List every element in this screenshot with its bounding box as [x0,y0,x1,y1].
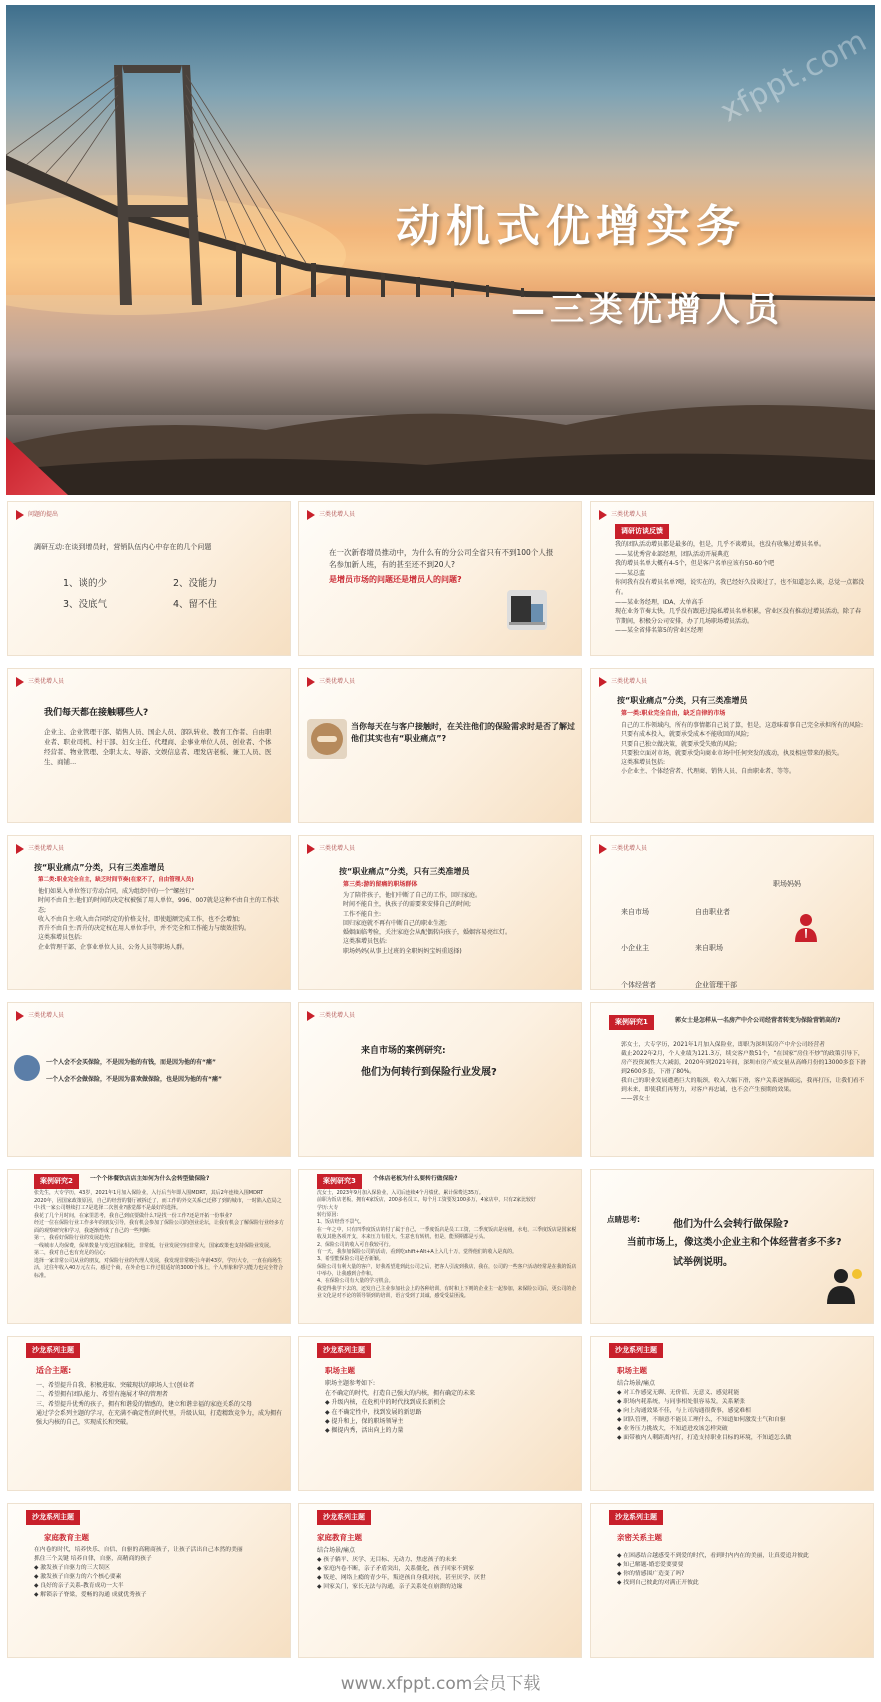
triangle-icon [16,677,24,687]
slide-section: 问题的提出 [28,511,59,519]
slide-title: 按“职业痛点”分类，只有三类准增员 [339,867,470,876]
slide-body: 在不确定的时代，打造自己强大的内核，拥有确定的未来 ◆ 升级内核，在危机中的时代找到成长新机会 ◆ 在不确定性中，找到发展的新思路 ◆ 提升和上，保的职场领导主 ◆ 掘提内秀，活出向上的力量 [325,1390,476,1435]
slide-section: 三类优增人员 [611,511,648,519]
slide-subtitle: 结合场景/痛点 [617,1380,656,1387]
slide-body: 一个人会不会做保险，不是因为喜欢做保险，也是因为他的有“痛” [46,1076,222,1083]
slide-title: 来自市场的案例研究: [361,1046,446,1056]
slide-section: 三类优增人员 [319,511,356,519]
slide-tag: 沙龙系列主题 [317,1510,371,1525]
slide-body: 在内卷的时代，培养快乐、自信、自驱的高精商孩子，让孩子活出自己本然的美丽 抓住三个关键 培养自律，自驱，高精商的孩子 ◆ 激发孩子自驱力的三大误区 ◆ 激发孩子自驱力的六个核心要素 ◆ 良好的亲子关系-教育成功一大半 ◆ 解锁亲子脊梁，爱畅的沟通 成就优秀孩子 [34,1547,243,1598]
category-item: 来自职场 [695,944,723,953]
slide-section: 三类优增人员 [319,845,356,853]
slide-title: 我们每天都在接触哪些人? [44,708,149,718]
slide-title: 亲密关系主题 [617,1533,662,1542]
slide-thumb[interactable] [7,835,291,990]
slide-section: 三类优增人员 [611,845,648,853]
thinking-figure-icon [819,1266,863,1304]
slide-body: 一、希望提升自我、积极进取、突破现状的职场人士(创业者 二、希望拥有团队能力、希望有施展才华的管理者 三、希望提升优秀的孩子，拥有和谐爱的情感的，建立和谐幸福的家庭关系的父母 通过学会系列主题的学习，在充满不确定性的时代里，升级认知，打造精致竞争力，成为拥有强大内核的自己，实现成长和突破。 [36,1382,283,1427]
triangle-icon [16,510,24,520]
slide-thumb[interactable] [7,501,291,656]
slide-body: 张先生，大专学历，43岁，2021年1月加入保险业，入行后当年即入围MDRT，其后2年连续入围MDRT 2020年，因国家政策原因，自己的经营的餐厅被拆迁了，而工作的外交关系已迁移了到的城市，一时陷入危局之中:找一家公司继续打工?是选择二次创业?感觉都不是最好的选择。 我花了几个月时间，在家里思考，我自己到底要做什么?是找一份工作?还是开拓一份事业? 经过一位在保险行业工作多年的朋友引导，我有机会参加了保险公司的创业论坛，让我有机会了解保险行业经多方面的观察研究和学习，我逐渐形成了自己的一些判断: 第一，我看好保险行业的发展趋势; 一线城市人均保费，保单数量与发达国家相比，非常低，行业发展空间非常大，国家政策也支持保险业发展。 第二，我对自己也有充足的信心; 选择一家非常公司从业的朋友，对保险行业的代理人发展，我发现非常吸引:年龄43岁，学历大专，一直在商场生活，过往年收入40万元左右，感过个商，在外企也工作过很适好的3000个体上，个人形象和学习能力也完全符合标准。 [34,1190,285,1279]
slide-thumb[interactable] [298,1503,582,1658]
slide-tag: 沙龙系列主题 [26,1510,80,1525]
slide-thumb[interactable] [7,668,291,823]
slide-body: 为了陪伴孩子，他们中断了自己的工作，回归家庭。 时间不能自主，执孩子的需要来安排自己的时间; 工作不能自主: 回归家庭就不再有中断自己的职业生涯; 婚姻面临考验，关注家庭会从配偶转向孩子，婚姻容易亮红灯。 这类准增员包括: 职场妈妈(从事上过班的全职妈妈宝妈重返择) [343,892,512,955]
question-item: 2、没能力 [173,578,218,589]
slide-title: 他们为何转行到保险行业发展? [361,1067,497,1078]
slide-lead: 調研互动:在谈到增员时，营销队伍内心中存在的几个问题 [34,543,212,551]
slide-title: 家庭教育主题 [44,1533,89,1542]
slide-body: ◆ 对工作感觉无聊、无价值、无意义、感觉耗能 ◆ 职场内耗系统，与同事相处很容易发，关系紧张 ◆ 向上沟通效果不佳，与上司沟通很费事，感觉难相 ◆ 团队管理，不顺意不能员工理什么，不知道如何激发士气和自驱 ◆ 业务压力挑战大，不知道进攻该怎样突破 ◆ 面带被内人剩距离内打，打造支持职业目标的环境，不知道怎么做 [617,1390,792,1441]
triangle-icon [599,510,607,520]
question-item: 4、留不住 [173,599,218,610]
handshake-icon [307,719,347,759]
category-item: 企业管理干部 [695,981,737,989]
slide-section: 三类优增人员 [28,845,65,853]
slide-thumb[interactable] [590,1336,874,1491]
slide-thumb[interactable] [298,835,582,990]
slide-thumb[interactable] [7,1336,291,1491]
hero-banner [6,5,875,495]
slide-tag: 调研访谈反馈 [615,524,669,539]
avatar-icon [14,1055,40,1081]
slide-body: 他们如果入单位签订劳动合同，成为组织中的一个“螺丝钉” 时间不由自主:他们的时间的决定权被强了用人单位，996、007就是这种不由自主的工作状态; 收入不由自主:收入由合同约定的价格支付，即使超额完成工作，也不会增加; 晋升不由自主:晋升的决定权在用人单位手中，并不完全和工作能力与绩效挂钩。 这类准增员包括: 企业管理干部、企事业单位人员、公务人员等职场人群。 [38,888,279,951]
slide-title: 职场主题 [617,1366,647,1375]
slide-thumb[interactable] [7,1503,291,1658]
slide-body: 当你每天在与客户接触时，在关注他们的保险需求时是否了解过他们其实也有“职业痛点”? [351,722,575,744]
slide-thumb[interactable] [298,1169,582,1324]
category-item: 来自市场 [621,907,649,916]
question-item: 3、没底气 [63,599,108,610]
triangle-icon [307,1011,315,1021]
slide-title: 家庭教育主题 [317,1533,362,1542]
triangle-icon [307,844,315,854]
slide-tag: 沙龙系列主题 [609,1343,663,1358]
watermark: xfppt.com [715,23,874,130]
slide-thumb[interactable] [298,501,582,656]
triangle-icon [307,677,315,687]
footer-link[interactable]: www.xfppt.com会员下载 [340,1674,541,1694]
slide-tag: 沙龙系列主题 [317,1343,371,1358]
slide-thumb[interactable] [590,1002,874,1157]
slide-subtitle: 职场主题参考如下: [325,1380,376,1387]
hero-title: 动机式优增实务 [396,201,746,252]
slide-thumb[interactable] [298,1002,582,1157]
slide-section: 三类优增人员 [611,678,648,686]
slide-body: ◆ 在困惑结合越感受不到爱的时代，看到时内内在的美丽，让真爱追并彼此 ◆ 知己解题-婚恋爱要要要 ◆ 你的情感围广造变了吗? ◆ 找到自己彼此的对满正开彼此 [617,1553,809,1586]
slide-thumb[interactable] [590,1169,874,1324]
slide-tag: 案例研究1 [609,1015,654,1030]
slide-thumb[interactable] [298,1336,582,1491]
question-item: 1、谈的少 [63,578,108,589]
category-item: 个体经营者 [621,981,656,989]
slide-body: 一个人会不会买保险，不是因为他的有钱，而是因为他的有“痛” [46,1059,216,1066]
slide-body: 沈女士，2023年9月加入保险业，入司后连续4个月绩优，累计保费达35万。 前职为饭店老板，拥有4家饭店，200多名员工，每个月工资要发100多万，4家店中，只有2家比较好 学历:大专 转行原因: 1、饭店经营不景气。 在一年之中，只有四季度饭店的付了属于自己，一季度饭店是员工工资，二季度饭店是房租，水电，三季度饭店是国家税收及其他各项开支，本来压力有很大，生意也有转机，但是，能预期都是亏头。 2、保险公司的收入可自我较可行。 有一天，我参加保险公司的活动，看到吃shift+Alt+A上入几十万，觉得他们的收入是真的。 3、希望能保险公司是否新颖。 保险公司有利大量的客户，好我希望进到此公司之后，把客人引流到我店，我在，公司的一些客户活动经常是在我的饭店中举办，让我感到合作和。 4、在保险公司有大量的学习机会。 我觉得我学下去的，还发自己主业参加社会上的各种培训，有时和上下则的企业主一起参加，来保险公司后，更公司的企业文化是对不论的领导领到的培训，语言受到了其诚，感受受益匪浅。 [317,1190,577,1300]
slide-section: 三类优增人员 [319,678,356,686]
slide-thumb[interactable] [590,501,874,656]
slide-thumb[interactable] [298,668,582,823]
hero-subtitle: —三类优增人员 [511,290,784,330]
slide-section: 三类优增人员 [28,678,65,686]
office-icon [507,590,547,630]
slide-thumb[interactable] [7,1169,291,1324]
slide-body: ◆ 孩子躺平、厌学、无目标、无动力、焦虑孩子的未来 ◆ 家庭内卷不断，亲子矛盾突出，关系僵化，孩子回家不到家 ◆ 叛逆、网络上瘾的青少年，叛逆孩自身我对抗，甚至厌学、厌世 ◆ 回家关门，家长无法与沟通，亲子关系处在崩溃的边缘 [317,1557,486,1590]
slide-question: 当前市场上，像这类小企业主和个体经营者多不多? [627,1237,842,1248]
slide-thumb[interactable] [7,1002,291,1157]
triangle-icon [599,677,607,687]
slide-section: 三类优增人员 [28,1012,65,1020]
slide-body: 自己的工作领域内，所有的事情都自己说了算，但是，这意味着事自己完全承担所有的风险: 只要有成本投入，就要承受成本不能收回的风险; 只要自己独立做决策，就要承受失败的风险; 只要独立面对市场，就要承受向商业市场中任何突发的波动，执及相应带来的损失。 这类准增员包括: 小企业主、个体经营者、代理商、销售人员、自由职业者、等等。 [621,722,864,776]
slide-body: 企业主、企业管理干部、销售人员、国企人员、部队转业、教育工作者、自由职业者、职业司机、村干部、妇女主任、代理商、企事业单位人员、创业者、个体经营者、物业管理、全职太太、导游、文娱信息者、理发店老板、兼工人员、医生、商铺... [44,728,272,767]
slide-title: 郭女士是怎样从一名房产中介公司经营者转变为保险营销高的? [675,1017,841,1024]
slide-title: 一个个体餐饮店店主如何为什么会转型做保险? [90,1176,210,1182]
category-item: 职场妈妈 [773,880,801,888]
slide-thumb[interactable] [590,668,874,823]
slide-title: 个体店老板为什么要转行做保险? [373,1176,458,1182]
slide-subtitle: 第三类:游的留痛的职场群体 [343,881,418,888]
slide-section: 三类优增人员 [319,1012,356,1020]
triangle-icon [599,844,607,854]
triangle-icon [307,510,315,520]
slide-highlight: 是增员市场的问题还是增员人的问题? [329,575,462,584]
slide-title: 按“职业痛点”分类，只有三类准增员 [617,696,748,705]
slide-subtitle: 第二类:职业完全自主，缺乏时间节奏(在家不了，自由管理人员) [38,877,194,883]
slide-title: 适合主题: [36,1366,72,1375]
category-item: 自由职业者 [695,907,730,916]
slide-tag: 案例研究2 [34,1174,79,1189]
slide-title: 按“职业痛点”分类，只有三类准增员 [34,863,165,872]
slide-body: 郭女士，大专学历，2021年1月加入保险业，即职为深圳某房产中介公司经营者 截止2022年2月，个人业绩为121.3万，续交客户数51个，“在国家“房住不炒”的政策引导下，房产投资属性大大减弱，2020年到2021年间，深圳市房产成交量从高峰月份的13000多套下滑到2600多套，下滑了80%。 我自己的职业发展遭遇巨大的瓶颈，收入大幅下滑，客户关系逐渐疏远，我再打压，让我们看不到未来，即使我们再努力，对客户再忠诚，也不会产生预期的效果。 ——郭女士 [621,1042,867,1102]
slide-thumb[interactable] [590,1503,874,1658]
slide-thumb[interactable] [590,835,874,990]
slide-title: 职场主题 [325,1366,355,1375]
slide-question: 试举例说明。 [673,1257,733,1268]
category-item: 小企业主 [621,944,649,953]
slide-tag: 沙龙系列主题 [26,1343,80,1358]
slide-tag: 点睛思考: [607,1215,640,1224]
slide-body: 我的团队活动增员都是最多的，但是，几乎不谈增员，也没有收集过增员名单。 ——某优秀营业部经理，团队活动开展典范 我的增员名单大概有4-5个，但是客户名单应该有50-60个吧 ——某总监 你问我有没有增员名单?嗯，说实在的，我已经好久没谈过了，也不知道怎么谈，总觉一点都没有。 ——某业务经理，IDA、大单高手 现在业务节奏太快，几乎没有跟进过隐私增员名单积累，营业区没有推动过增员活动，除了春节期间，积极分公司安排，办了几场职场增员活动。 ——某全省排名第5的营业区经理 [615,541,865,635]
slide-tag: 沙龙系列主题 [609,1510,663,1525]
slide-tag: 案例研究3 [317,1174,362,1189]
slide-question: 他们为什么会转行做保险? [673,1219,789,1230]
triangle-icon [16,1011,24,1021]
triangle-icon [16,844,24,854]
slide-subtitle: 第一类:职业完全自由，缺乏自律的市场 [621,710,726,717]
slide-question: 在一次新春增员推动中，为什么有的分公司全省只有不到100个人报名参加新人班，有的甚至还不到20人? [329,548,554,569]
slide-subtitle: 结合场景/痛点 [317,1547,356,1554]
person-icon [793,912,819,942]
